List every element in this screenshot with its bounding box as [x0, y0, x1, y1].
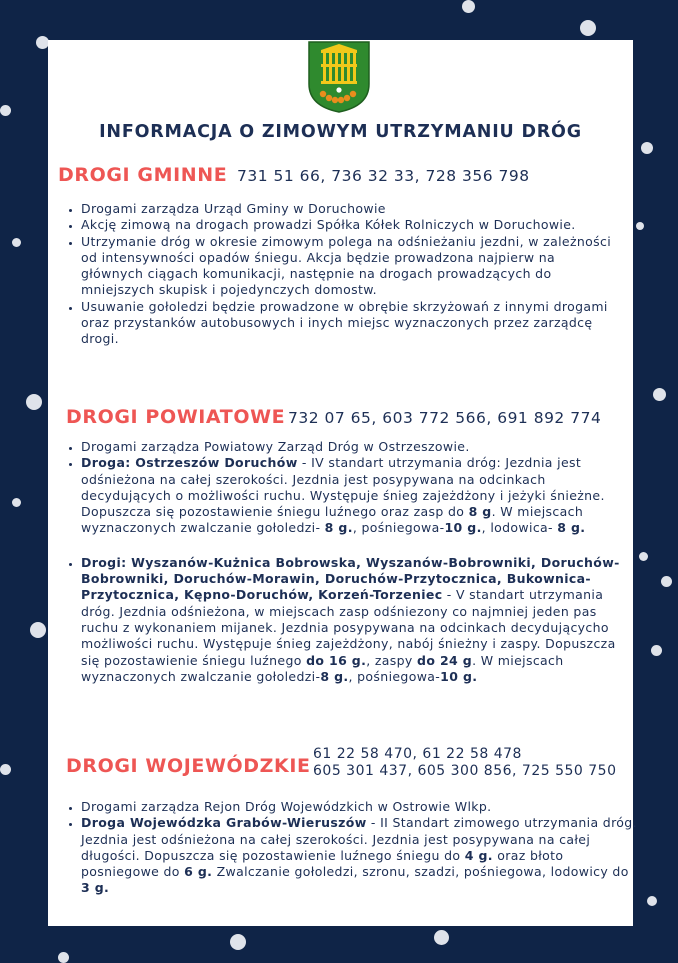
- list-gminne: [62, 201, 621, 348]
- list-item: • Drogami zarządza Rejon Dróg Wojewódzkich w Ostrowie Wlkp.: [81, 799, 637, 815]
- phones-gminne: 731 51 66, 736 32 33, 728 356 798: [237, 167, 530, 185]
- coat-of-arms-icon: [307, 40, 371, 114]
- list-item: • Drogi: Wyszanów-Kużnica Bobrowska, Wyszanów-Bobrowniki, Doruchów-Bobrowniki, Doruchów-Morawin, Doruchów-Przytocznica, Bukownica-Przytocznica, Kępno-Doruchów, Korzeń-Torzeniec - V standart utrzymania dróg. Jezdnia odśnieżona, w miejscach zasp odśniezony co najmniej jeden pas ruchu z wykonaniem mijanek. Jezdnia posypywana na odcinkach decydującycho możliwości ruchu. Występuje śnieg zajeżdżony, nabój śnieżny i zaspy. Dopuszcza się pozostawienie śniegu luźnego do 16 g., zaspy do 24 g. W miejscach wyznaczonych zwalczanie gołoledzi-8 g., pośniegowa-10 g.: [81, 555, 637, 685]
- phones-wojewodzkie-2: 605 301 437, 605 300 856, 725 550 750: [313, 763, 617, 779]
- list-item: • Drogami zarządza Powiatowy Zarząd Dróg w Ostrzeszowie.: [81, 439, 637, 455]
- list-item: • Usuwanie gołoledzi będzie prowadzone w obrębie skrzyżowań z innymi drogami oraz przystanków autobusowych i inych miejsc wyznaczonych przez zarządcę drogi.: [81, 299, 621, 348]
- phones-powiatowe: 732 07 65, 603 772 566, 691 892 774: [288, 409, 602, 427]
- list-item: • Drogami zarządza Urząd Gminy w Doruchowie: [81, 201, 621, 217]
- phones-wojewodzkie-1: 61 22 58 470, 61 22 58 478: [313, 746, 522, 762]
- section-title-powiatowe: DROGI POWIATOWE: [66, 406, 286, 428]
- list-item: • Droga: Ostrzeszów Doruchów - IV standart utrzymania dróg: Jezdnia jest odśnieżona na całej szerokości. Jezdnia jest posypywana na odcinkach decydujących o możliwości ruchu. Występuje śnieg zajeżdżony i jeżyki śnieżne. Dopuszcza się pozostawienie śniegu luźnego oraz zasp do 8 g. W miejscach wyznaczonych zwalczanie gołoledzi- 8 g., pośniegowa-10 g., lodowica- 8 g.: [81, 455, 637, 536]
- section-title-wojewodzkie: DROGI WOJEWÓDZKIE: [66, 755, 311, 777]
- list-item: • Akcję zimową na drogach prowadzi Spółka Kółek Rolniczych w Doruchowie.: [81, 217, 621, 233]
- list-item: • Droga Wojewódzka Grabów-Wieruszów - II Standart zimowego utrzymania dróg. Jezdnia jest odśnieżona na całej szerokości. Jezdnia jest posypywana na całej długości. Dopuszcza się pozostawienie luźnego śniegu do 4 g. oraz błoto posniegowe do 6 g. Zwalczanie gołoledzi, szronu, szadzi, pośniegowa, lodowicy do 3 g.: [81, 815, 637, 896]
- info-card: [48, 40, 637, 926]
- section-title-gminne: DROGI GMINNE: [58, 164, 228, 186]
- list-powiatowe: [62, 439, 637, 685]
- page-title: INFORMACJA O ZIMOWYM UTRZYMANIU DRÓG: [99, 122, 582, 142]
- list-item: • Utrzymanie dróg w okresie zimowym polega na odśnieżaniu jezdni, w zależności od intensywności opadów śniegu. Akcja będzie prowadzona najpierw na głównych ciągach komunikacji, następnie na drogach prowadzących do mniejszych skupisk i pojedynczych domostw.: [81, 234, 621, 299]
- list-wojewodzkie: [62, 799, 637, 897]
